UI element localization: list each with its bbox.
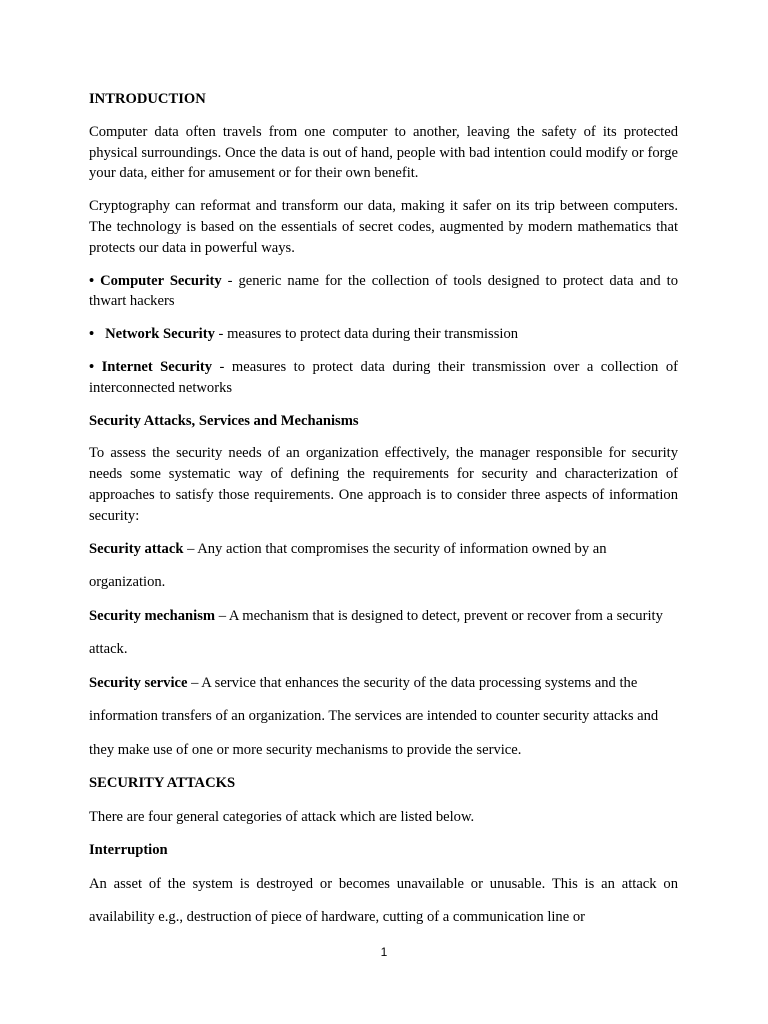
bullet-mark: •: [89, 358, 95, 375]
definition-security-attack: [89, 533, 678, 600]
intro-paragraph-1: Computer data often travels from one computer to another, leaving the safety of its protected physical surroundings. Once the data is out of hand, people with bad intention could modify or forge your data, either for amusement or for their own benefit.: [89, 123, 678, 182]
definition-term: Security attack: [89, 540, 184, 557]
page-number: 1: [380, 945, 388, 959]
bullet-text: - measures to protect data during their transmission over a collection of interconnected networks: [89, 358, 678, 396]
sasm-heading: Security Attacks, Services and Mechanisms: [89, 412, 359, 429]
bullet-network-security: [89, 324, 678, 345]
intro-heading: INTRODUCTION: [89, 91, 206, 107]
definition-text: – Any action that compromises the security of information owned by an organization.: [89, 540, 607, 591]
bullet-term: Internet Security: [101, 358, 213, 375]
bullet-mark: •: [89, 326, 95, 343]
definition-term: Security service: [89, 674, 188, 691]
bullet-internet-security: [89, 357, 678, 399]
definition-security-service: [89, 667, 678, 768]
bullet-text: - generic name for the collection of tools designed to protect data and to thwart hackers: [89, 272, 678, 310]
interruption-heading: Interruption: [89, 842, 168, 859]
intro-paragraph-2: Cryptography can reformat and transform our data, making it safer on its trip between computers. The technology is based on the essentials of secret codes, augmented by modern mathematics that protects our data in powerful ways.: [89, 198, 678, 256]
bullet-mark: •: [89, 272, 95, 289]
sasm-paragraph: To assess the security needs of an organization effectively, the manager responsible for security needs some systematic way of defining the requirements for security and characterization of approaches to satisfy those requirements. One approach is to consider three aspects of information security:: [89, 445, 678, 524]
attacks-heading: SECURITY ATTACKS: [89, 775, 236, 792]
bullet-text: - measures to protect data during their transmission: [214, 326, 519, 343]
definition-security-mechanism: [89, 600, 678, 667]
definition-text: – A mechanism that is designed to detect, prevent or recover from a security attack.: [89, 607, 663, 658]
interruption-paragraph: An asset of the system is destroyed or becomes unavailable or unusable. This is an attack on availability e.g., destruction of piece of hardware, cutting of a communication line or: [89, 875, 678, 926]
bullet-term: Network Security: [105, 326, 215, 343]
attacks-paragraph: There are four general categories of attack which are listed below.: [89, 808, 475, 825]
bullet-term: Computer Security: [100, 272, 222, 289]
definition-text: – A service that enhances the security of the data processing systems and the information transfers of an organization. The services are intended to counter security attacks and they make use of one or more security mechanisms to provide the service.: [89, 674, 659, 758]
bullet-computer-security: [89, 271, 678, 313]
definition-term: Security mechanism: [89, 607, 216, 624]
document-page: [89, 89, 678, 935]
